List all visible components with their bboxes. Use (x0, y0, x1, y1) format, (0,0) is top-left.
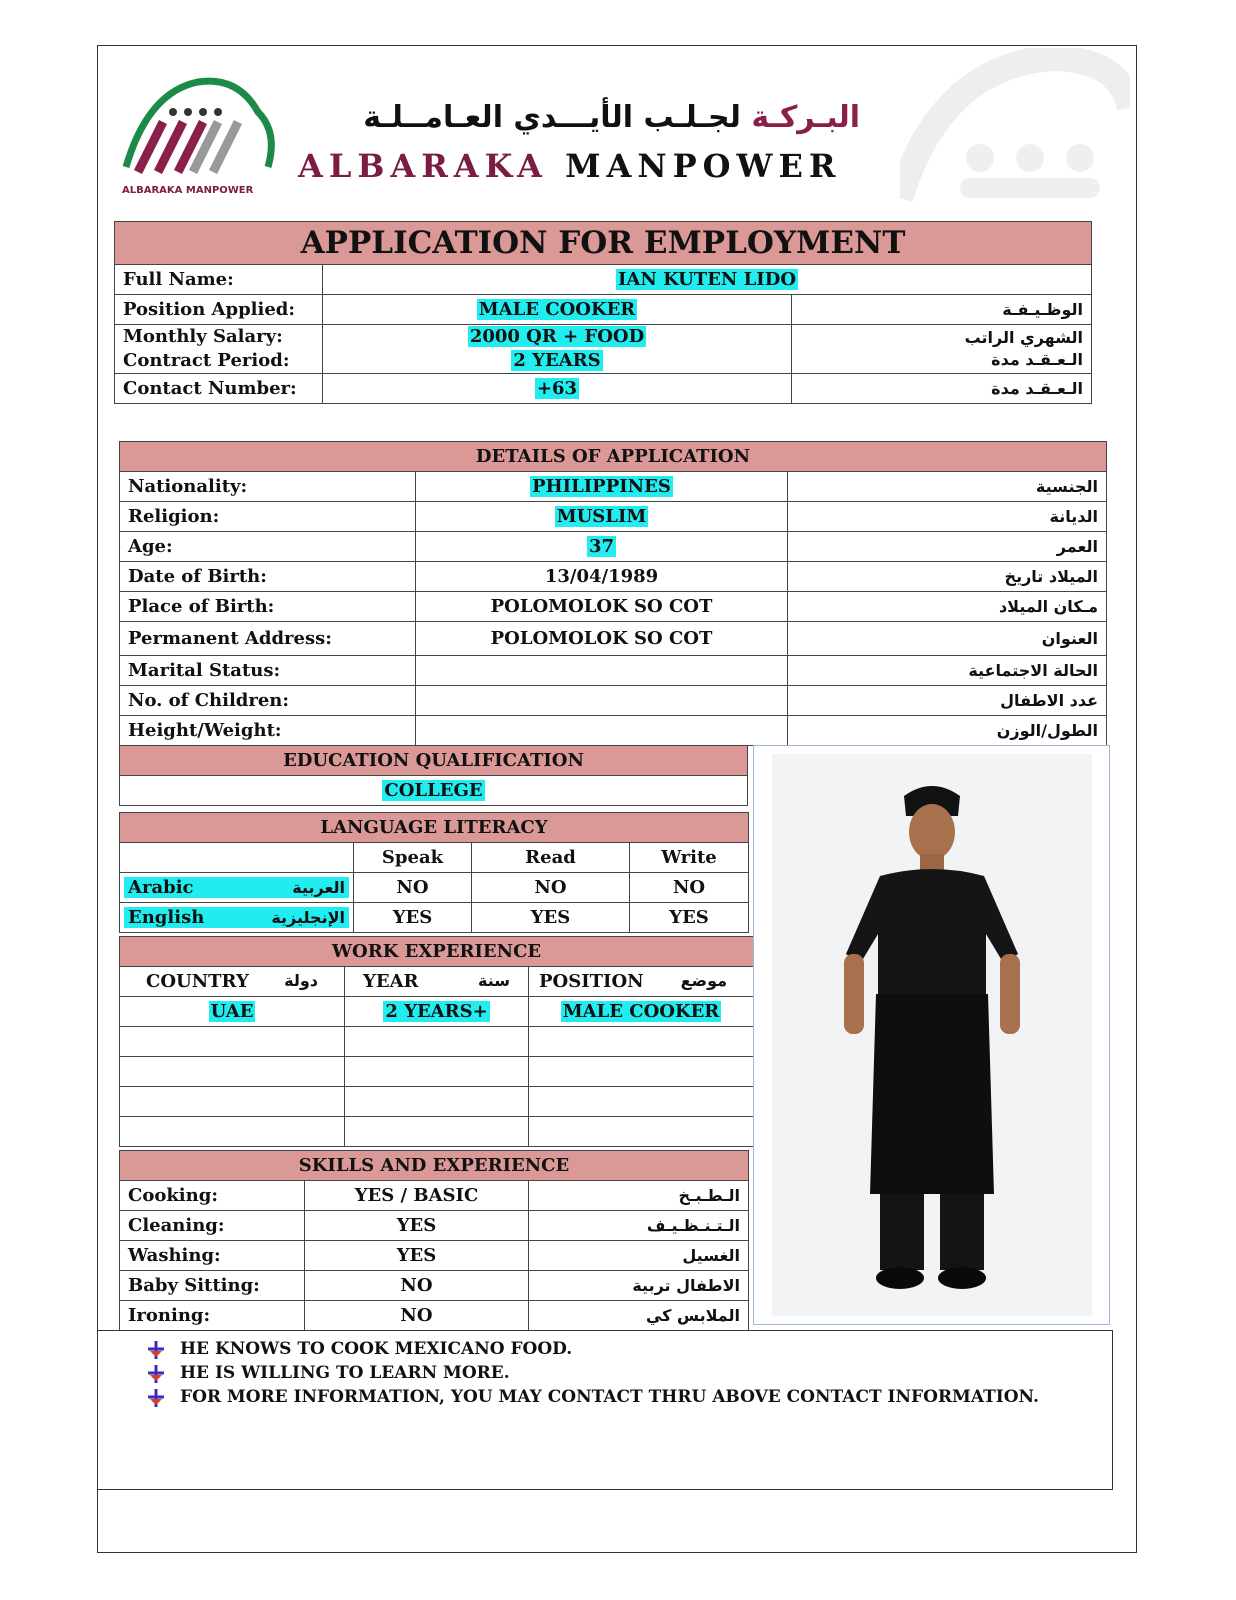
company-name-en-1: ALBARAKA (298, 147, 548, 185)
salary-value: 2000 QR + FOOD (469, 326, 645, 347)
company-name-ar-2: لجـلـب الأيـــدي العـامــلـة (363, 100, 741, 135)
details-row-children (120, 686, 1107, 716)
detail-label: Date of Birth: (120, 562, 416, 592)
skills-table (119, 1150, 749, 1331)
skill-label-ar: الاطفال تربية (529, 1271, 749, 1301)
detail-value: 37 (588, 536, 615, 557)
full-name-value: IAN KUTEN LIDO (618, 269, 797, 290)
education-value: COLLEGE (384, 780, 483, 801)
col-year-ar: سنة (478, 971, 510, 990)
note-item (146, 1387, 1039, 1407)
skill-label: Baby Sitting: (120, 1271, 305, 1301)
write-value: NO (630, 873, 749, 903)
contract-label-ar: الـعـقـد مدة (991, 350, 1084, 369)
speak-value: YES (354, 903, 472, 933)
detail-value: 13/04/1989 (416, 562, 788, 592)
skill-label: Cooking: (120, 1181, 305, 1211)
position-label-ar: الوظـيـفـة (792, 295, 1092, 325)
col-speak: Speak (354, 843, 472, 873)
work-empty-row (120, 1057, 754, 1087)
work-year: 2 YEARS+ (385, 1001, 488, 1022)
details-row-address (120, 622, 1107, 656)
skill-value: NO (305, 1271, 529, 1301)
skill-label-ar: الملابس كي (529, 1301, 749, 1331)
details-table (119, 441, 1107, 746)
work-position: MALE COOKER (562, 1001, 720, 1022)
detail-label-ar: الحالة الاجتماعية (788, 656, 1107, 686)
col-year: YEAR (363, 971, 419, 992)
language-name: Arabic (128, 877, 194, 898)
skill-value: NO (305, 1301, 529, 1331)
skill-label-ar: الـطـبـخ (529, 1181, 749, 1211)
detail-label: Height/Weight: (120, 716, 416, 746)
language-table (119, 812, 749, 933)
skill-row-cleaning (120, 1211, 749, 1241)
read-value: NO (472, 873, 630, 903)
skill-row-baby-sitting (120, 1271, 749, 1301)
notes-box (97, 1330, 1113, 1490)
note-text: FOR MORE INFORMATION, YOU MAY CONTACT THRU ABOVE CONTACT INFORMATION. (180, 1387, 1039, 1407)
skill-label-ar: الغسيل (529, 1241, 749, 1271)
work-country: UAE (210, 1001, 254, 1022)
detail-label: No. of Children: (120, 686, 416, 716)
detail-value (416, 656, 788, 686)
col-read: Read (472, 843, 630, 873)
details-row-dob (120, 562, 1107, 592)
col-position: POSITION (539, 971, 644, 992)
watermark-logo (900, 48, 1130, 208)
language-name: English (128, 907, 205, 928)
contact-value: +63 (536, 378, 578, 399)
detail-label-ar: عدد الاطفال (788, 686, 1107, 716)
col-position-ar: موضع (680, 971, 727, 990)
work-experience-table (119, 936, 754, 1147)
col-country: COUNTRY (146, 971, 249, 992)
skill-label-ar: الـتـنـظـيـف (529, 1211, 749, 1241)
detail-label-ar: الميلاد تاريخ (788, 562, 1107, 592)
salary-label: Monthly Salary: (123, 326, 283, 347)
skill-value: YES (305, 1211, 529, 1241)
pin-bullet-icon (146, 1389, 166, 1407)
details-row-nationality (120, 472, 1107, 502)
pin-bullet-icon (146, 1341, 166, 1359)
skill-label: Washing: (120, 1241, 305, 1271)
detail-label: Marital Status: (120, 656, 416, 686)
skill-value: YES / BASIC (305, 1181, 529, 1211)
language-name-ar: الإنجليزية (271, 908, 345, 927)
company-name-arabic (298, 100, 860, 135)
detail-label: Nationality: (120, 472, 416, 502)
company-name-en-2: MANPOWER (565, 147, 842, 185)
detail-value (416, 686, 788, 716)
education-table (119, 745, 748, 806)
work-empty-row (120, 1027, 754, 1057)
detail-label-ar: الطول/الوزن (788, 716, 1107, 746)
work-empty-row (120, 1117, 754, 1147)
details-row-religion (120, 502, 1107, 532)
skill-row-cooking (120, 1181, 749, 1211)
skills-header: SKILLS AND EXPERIENCE (120, 1151, 749, 1181)
skill-label: Cleaning: (120, 1211, 305, 1241)
detail-value (416, 716, 788, 746)
education-header: EDUCATION QUALIFICATION (120, 746, 748, 776)
contract-label: Contract Period: (123, 350, 290, 371)
contact-label: Contact Number: (115, 374, 323, 404)
full-name-label: Full Name: (115, 265, 323, 295)
detail-label-ar: الديانة (788, 502, 1107, 532)
details-row-pob (120, 592, 1107, 622)
salary-label-ar: الشهري الراتب (964, 328, 1084, 347)
detail-label-ar: الجنسية (788, 472, 1107, 502)
detail-value: PHILIPPINES (532, 476, 671, 497)
detail-label: Place of Birth: (120, 592, 416, 622)
details-row-age (120, 532, 1107, 562)
speak-value: NO (354, 873, 472, 903)
applicant-photo (772, 754, 1092, 1316)
company-logo (118, 72, 278, 202)
applicant-photo-frame (753, 745, 1110, 1325)
company-name-english (298, 147, 841, 185)
note-item (146, 1339, 572, 1359)
language-row-english (120, 903, 749, 933)
write-value: YES (630, 903, 749, 933)
detail-value: MUSLIM (556, 506, 647, 527)
language-name-ar: العربية (292, 878, 345, 897)
position-label: Position Applied: (115, 295, 323, 325)
language-header: LANGUAGE LITERACY (120, 813, 749, 843)
read-value: YES (472, 903, 630, 933)
detail-label: Permanent Address: (120, 622, 416, 656)
contact-label-ar: الـعـقـد مدة (792, 374, 1092, 404)
work-empty-row (120, 1087, 754, 1117)
detail-label-ar: العنوان (788, 622, 1107, 656)
work-entry-row (120, 997, 754, 1027)
language-row-arabic (120, 873, 749, 903)
work-header: WORK EXPERIENCE (120, 937, 754, 967)
form-title: APPLICATION FOR EMPLOYMENT (115, 222, 1092, 265)
pin-bullet-icon (146, 1365, 166, 1383)
skill-label: Ironing: (120, 1301, 305, 1331)
position-value: MALE COOKER (478, 299, 636, 320)
skill-row-washing (120, 1241, 749, 1271)
col-write: Write (630, 843, 749, 873)
note-item (146, 1363, 510, 1383)
detail-label-ar: مـكان الميلاد (788, 592, 1107, 622)
detail-value: POLOMOLOK SO COT (416, 622, 788, 656)
col-country-ar: دولة (284, 971, 318, 990)
note-text: HE IS WILLING TO LEARN MORE. (180, 1363, 510, 1383)
detail-label: Age: (120, 532, 416, 562)
detail-value: POLOMOLOK SO COT (416, 592, 788, 622)
note-text: HE KNOWS TO COOK MEXICANO FOOD. (180, 1339, 573, 1359)
logo-caption: ALBARAKA MANPOWER (122, 185, 254, 196)
details-row-marital (120, 656, 1107, 686)
employment-form-table (114, 221, 1092, 404)
company-name-ar-1: البـركـة (751, 100, 860, 135)
details-row-height-weight (120, 716, 1107, 746)
detail-label: Religion: (120, 502, 416, 532)
detail-label-ar: العمر (788, 532, 1107, 562)
details-header: DETAILS OF APPLICATION (120, 442, 1107, 472)
contract-value: 2 YEARS (513, 350, 601, 371)
skill-value: YES (305, 1241, 529, 1271)
skill-row-ironing (120, 1301, 749, 1331)
